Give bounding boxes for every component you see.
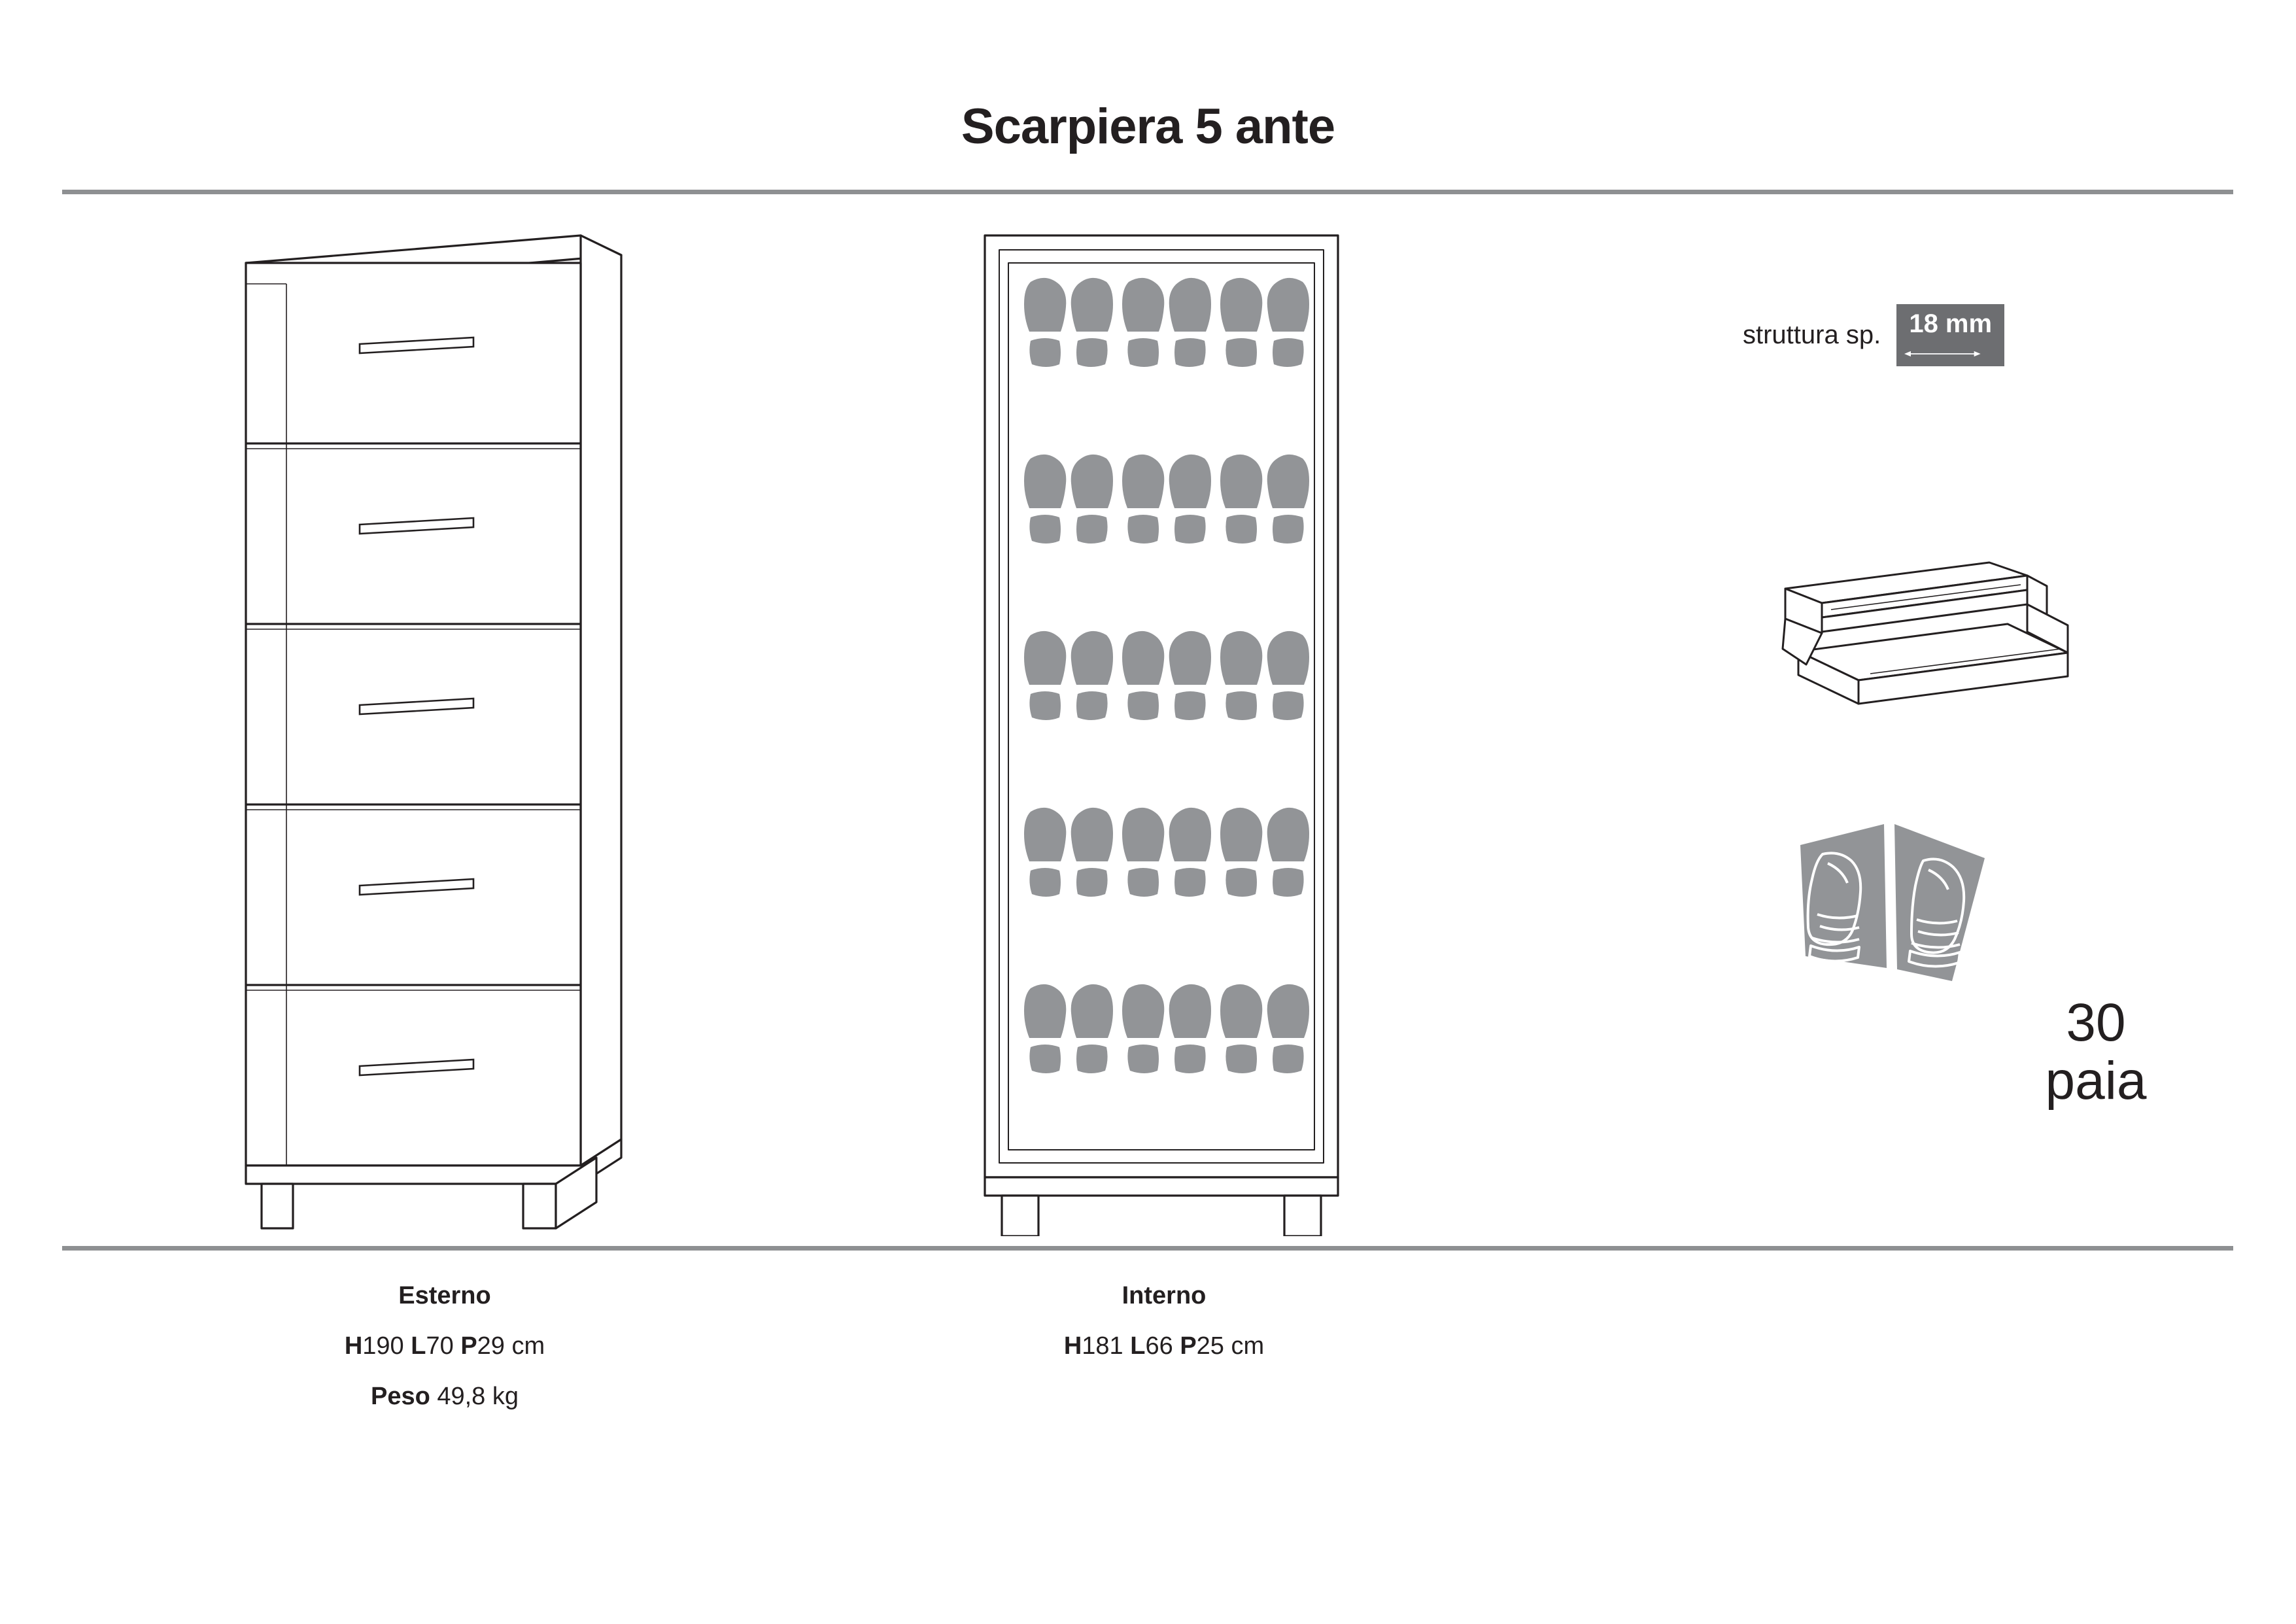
capacity-unit: paia [2045,1050,2147,1111]
thickness-value: 18 mm [1909,309,1993,338]
exterior-l-prefix: L [411,1332,426,1360]
divider-bottom [62,1246,2233,1251]
exterior-weight [216,1383,674,1411]
exterior-caption [216,1282,674,1433]
interior-title: Interno [1122,1282,1207,1309]
exterior-p-value: 29 [477,1332,505,1360]
page-title: Scarpiera 5 ante [961,99,1335,154]
exterior-cabinet-drawing [216,216,674,1236]
interior-h-value: 181 [1082,1332,1123,1360]
divider-top [62,190,2233,194]
exterior-title: Esterno [398,1282,491,1309]
interior-p-value: 25 [1196,1332,1224,1360]
interior-l-value: 66 [1145,1332,1173,1360]
structure-thickness-block [1743,304,2004,366]
interior-cabinet-drawing [968,216,1360,1236]
interior-p-prefix: P [1180,1332,1197,1360]
capacity-block [1959,994,2233,1110]
interior-l-prefix: L [1130,1332,1146,1360]
shoes-pair-icon [1789,818,2011,1014]
exterior-dimensions [216,1332,674,1360]
weight-label: Peso [370,1383,430,1410]
interior-caption [916,1282,1413,1383]
interior-dimensions [916,1332,1413,1360]
dimension-arrow-icon [1904,351,1981,357]
exterior-h-prefix: H [344,1332,363,1360]
interior-unit: cm [1231,1332,1265,1360]
exterior-p-prefix: P [460,1332,477,1360]
interior-h-prefix: H [1063,1332,1082,1360]
exterior-l-value: 70 [426,1332,454,1360]
tilt-drawer-icon [1759,549,2099,746]
thickness-badge [1896,304,2004,366]
capacity-number: 30 [2066,993,2126,1052]
weight-value: 49,8 kg [437,1383,519,1410]
exterior-unit: cm [511,1332,545,1360]
structure-label: struttura sp. [1743,320,1881,349]
exterior-h-value: 190 [362,1332,404,1360]
